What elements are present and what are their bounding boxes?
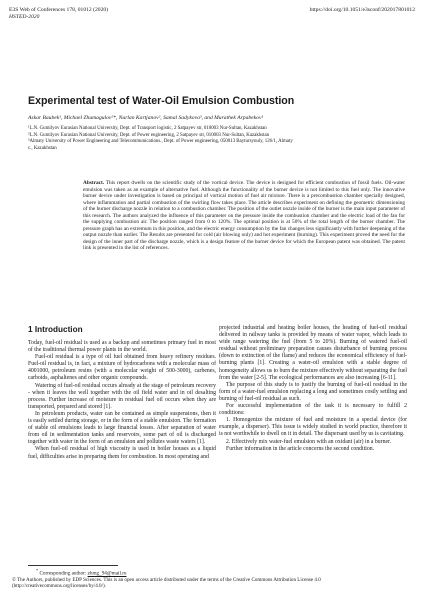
- affiliation-2: ²L.N. Gumilyov Eurasian National University, Dept. of Power engineering, 2 Satpayev str, 010003 Nur-Sultan, Kazakhstan: [28, 132, 270, 138]
- paragraph: Further information in the article concerns the second condition.: [226, 445, 375, 452]
- paragraph: 2. Effectively mix water-fuel emulsion with an oxidant (air) in a burner.: [226, 438, 392, 445]
- author-list: Askar Baubek¹, Michael Zhumagulov²*, Nurlan Kartjanov², Samal Sadykova³, and Murathek Arpabekov¹: [28, 115, 264, 121]
- doi-link[interactable]: https://doi.org/10.1051/e3sconf/202017801012: [309, 7, 415, 13]
- footnote-marker: *: [36, 568, 39, 573]
- affiliations: [28, 126, 412, 152]
- footnote-label: Corresponding author:: [39, 570, 88, 577]
- abstract-label: Abstract.: [83, 180, 105, 186]
- abstract-text: This report dwells on the scientific study of the vortical device. The device is designed for efficient combustion of fossil fuels. Oil-water emulsion was taken as an example of alternative fuel. Although the functionality of the burner device is not limited to this fuel only. The innovative burner device under investigation is based on principal of vortical motion of fuel air mixture. There is a precombustion chamber specially designed, where inflammation and partial combustion of the swirling flow takes place. The article describes experiment on defining the geometric dimensioning of the burner discharge nozzle in relation to a combustion chamber. The position of the outlet nozzle inside of the burner is the main input parameter of this research. The authors analyzed the influence of this parameter on the pressure inside the combustion chamber and the electric load of the fan for the supplying combustion air. The position ranged from 0 to 120%. The optimal position is at 50% of the total length of the burner chamber. The pressure graph has an extremum in this position, and the electric energy consumption by the fan changes less significantly with further deepening of the output nozzle than earlier. The Results are presented for cold (air blowing only) and hot experiment (burning). This experiment proved the need for the design of the inner part of the discharge nozzle, which is a design feature of the burner device for which the European patent was obtained. The patent link is presented in the list of references.: [83, 180, 405, 252]
- paragraph: Fuel-oil residual is a type of oil fuel obtained from heavy refinery residues. Fuel-oil residual is, in fact, a mixture of hydrocarbons with a molecular mass of 4001000, petroleum resins (with a molecular weight of 500-3000), carbenes, carboids, asphaltenes and other organic compounds.: [28, 354, 216, 382]
- paragraph: For successful implementation of the task it is necessary to fulfill 2 conditions:: [219, 403, 407, 417]
- copyright-notice: © The Authors, published by EDP Sciences. This is an open access article distributed under the terms of the Creative Commons Attribution License 4.0 (http://creativecommons.org/licenses/by/4.0/).: [12, 577, 321, 590]
- paragraph: projected industrial and heating boiler houses, the heating of fuel-oil residual delivered in railway tanks is provided by means of water vapor, which leads to wide range watering the fuel (from 5 to 20%). Burning of watered fuel-oil residual without preliminary preparation causes disturbance of burning process (down to extinction of the flame) and reduces the economical efficiency of fuel-burning plants [1]. Creating a water-oil emulsion with a stable degree of homogeneity allows us to burn the mixture effectively without separating the fuel from the water [2-5]. The ecological performances are also increasing [6-11].: [219, 325, 407, 381]
- running-header-left: [9, 7, 108, 21]
- body-column-right: [219, 325, 407, 453]
- paragraph: In petroleum products, water can be contained as simple suspensions, then it is easily settled during storage, or in the form of a stable emulsion. The formation of stable oil emulsions leads to large financial losses. After separation of water from oil in sedimentation tanks and reservoirs, some part of oil is discharged together with water in the form of an emulsion and pollutes waste waters [1].: [28, 410, 216, 446]
- conference-name: HSTED-2020: [9, 14, 40, 20]
- affiliation-3-cont: c., Kazakhstan: [28, 145, 57, 151]
- affiliation-3: ³Almaty University of Power Engineering and Telecommunications., Dept. of Power engineering, 050013 Baytursynuly, 126/1, Almaty: [28, 139, 293, 144]
- paragraph: The purpose of this study is to justify the burning of fuel-oil residual in the form of a water-fuel emulsion replacing a long and sometimes costly settling and burning of fuel-oil residual as such.: [219, 381, 407, 402]
- section-heading: 1 Introduction: [28, 325, 83, 334]
- footnote: [36, 568, 127, 577]
- affiliation-1: ¹L.N. Gumilyov Eurasian National University, Dept. of Transport logistic, 2 Satpayev str, 010003 Nur-Sultan, Kazakhstan: [28, 126, 267, 131]
- paragraph: Watering of fuel-oil residual occurs already at the stage of petroleum recovery - when it leaves the well together with the oil field water and in oil desalting process. Further increase of moisture in residual fuel oil occurs when they are transported, prepared and stored [1].: [28, 382, 216, 410]
- paragraph: Today, fuel-oil residual is used as a backup and sometimes primary fuel in most of the traditional thermal power plants in the world.: [28, 340, 216, 354]
- abstract: [83, 180, 405, 252]
- paper-title: Experimental test of Water-Oil Emulsion Combustion: [28, 95, 295, 107]
- paragraph: 1. Homogenize the mixture of fuel and moisture in a special device (for example, a disperser). This issue is widely studied in world practice, therefore it is not worthwhile to dwell on it in detail. The dispersant used by us is cavitating.: [219, 417, 407, 438]
- journal-line: E3S Web of Conferences 178, 01012 (2020): [9, 7, 109, 13]
- author-email-link[interactable]: zhmg_94@mail.ru: [87, 570, 127, 577]
- paragraph: When fuel-oil residual of high viscosity is used in boiler houses as a liquid fuel, difficulties arise in preparing them for combustion. In most operating and: [28, 446, 216, 460]
- body-column-left: [28, 325, 216, 461]
- footnote-rule: [28, 565, 118, 566]
